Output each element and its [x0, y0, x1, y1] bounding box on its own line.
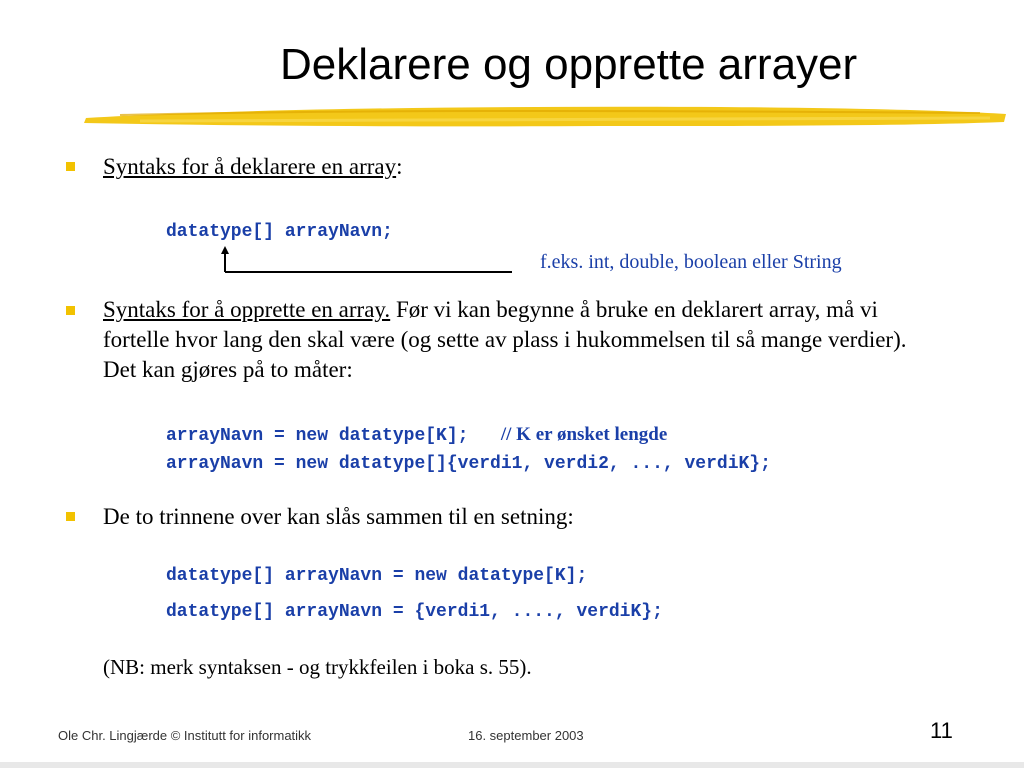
bullet-text: Før vi kan begynne å bruke en deklarert array, må vi fortelle hvor lang den skal være (og sette av plass i hukommelsen til så mange verdier). Det kan gjøres på to måter: [103, 297, 907, 382]
bullet-marker [66, 512, 75, 521]
code-combined-2: datatype[] arrayNavn = {verdi1, ...., verdiK}; [166, 602, 663, 622]
bullet-text: : [396, 154, 403, 179]
type-annotation: f.eks. int, double, boolean eller String [540, 251, 842, 273]
bullet-combine [103, 502, 943, 532]
nb-note: (NB: merk syntaksen - og trykkfeilen i boka s. 55). [103, 655, 532, 679]
footer-author: Ole Chr. Lingjærde © Institutt for informatikk [58, 728, 312, 743]
annotation-arrow [210, 244, 520, 276]
slide-title: Deklarere og opprette arrayer [280, 40, 858, 89]
title-underline-decoration [80, 98, 1010, 132]
bottom-rule [0, 762, 1024, 768]
code-create-1 [166, 424, 667, 446]
bullet-marker [66, 306, 75, 315]
bullet-text: De to trinnene over kan slås sammen til en setning: [103, 504, 574, 529]
bullet-underlined-text: Syntaks for å deklarere en array [103, 154, 397, 179]
bullet-marker [66, 162, 75, 171]
code-create-2: arrayNavn = new datatype[]{verdi1, verdi2, ..., verdiK}; [166, 454, 771, 474]
code-create-1-statement: arrayNavn = new datatype[K]; [166, 426, 469, 446]
code-create-1-comment: // K er ønsket lengde [500, 424, 668, 445]
code-declare: datatype[] arrayNavn; [166, 222, 393, 242]
footer-date: 16. september 2003 [468, 728, 584, 743]
bullet-create-syntax [103, 295, 943, 385]
bullet-underlined-text: Syntaks for å opprette en array. [103, 297, 391, 322]
code-combined-1: datatype[] arrayNavn = new datatype[K]; [166, 566, 588, 586]
bullet-declare-syntax [103, 152, 943, 182]
page-number: 11 [930, 718, 953, 743]
